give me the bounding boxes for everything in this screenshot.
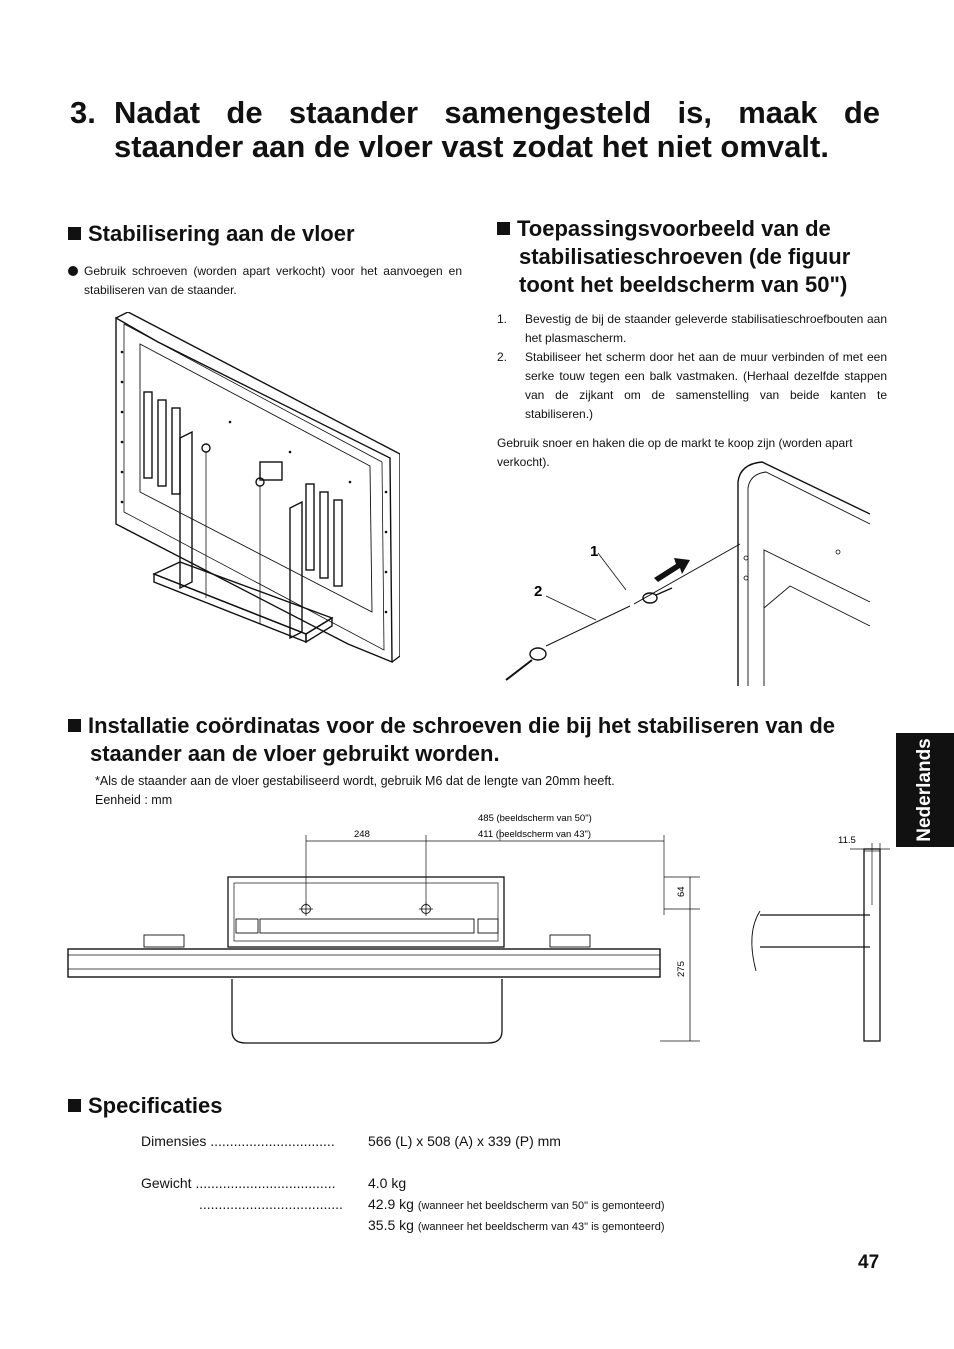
square-bullet-icon [68,227,81,240]
bullet-dot-icon [68,266,78,276]
spec-weight43-note: (wanneer het beeldscherm van 43" is gemonteerd) [417,1221,665,1233]
dim-248: 248 [354,829,370,840]
section-floor-title-text: Stabilisering aan de vloer [88,221,355,246]
section-coords-title [68,712,890,768]
spec-weight43-value: 35.5 kg [368,1217,414,1233]
spec-weight43 [368,1215,664,1238]
dim-275: 275 [676,961,687,977]
wall-fixing-illustration [500,458,870,690]
square-bullet-icon [497,222,510,235]
spec-weight-label: Gewicht .................................... [141,1175,336,1191]
spec-dimensions-value: 566 (L) x 508 (A) x 339 (P) mm [368,1133,561,1149]
coords-note: *Als de staander aan de vloer gestabiliseerd wordt, gebruik M6 dat de lengte van 20mm heeft. [95,774,615,788]
step-item [497,348,887,424]
coords-unit: Eenheid : mm [95,793,173,807]
spec-weight50-label: ..................................... [199,1196,343,1212]
spec-dimensions-label: Dimensies ................................ [141,1133,335,1149]
spec-weight50-note: (wanneer het beeldscherm van 50" is gemonteerd) [417,1200,665,1212]
section-example-title-text: Toepassingsvoorbeeld van de stabilisatieschroeven (de figuur toont het beeldscherm van 50") [517,216,851,297]
tv-stand-illustration [110,312,400,670]
floor-bullet-text: Gebruik schroeven (worden apart verkocht) voor het aanvoegen en stabiliseren van de staander. [84,264,462,297]
page-heading [70,96,880,164]
page-number: 47 [858,1252,880,1273]
example-note: Gebruik snoer en haken die op de markt te koop zijn (worden apart verkocht). [497,436,853,469]
square-bullet-icon [68,1099,81,1112]
spec-weight50-value: 42.9 kg [368,1196,414,1212]
step-text: Bevestig de bij de staander geleverde stabilisatieschroefbouten aan het plasmascherm. [525,312,887,345]
section-floor-title [68,220,468,248]
step-number: 2. [497,350,508,364]
heading-text: Nadat de staander samengesteld is, maak de staander aan de vloer vast zodat het niet omvalt. [114,95,880,164]
example-steps [497,310,887,424]
section-coords-title-text: Installatie coördinatas voor de schroeven die bij het stabiliseren van de staander aan de vloer gebruikt worden. [88,713,836,766]
heading-number: 3. [70,95,96,130]
square-bullet-icon [68,719,81,732]
dim-11-5: 11.5 [838,835,856,846]
dim-411: 411 (beeldscherm van 43") [478,829,592,840]
section-specs-title [68,1092,468,1120]
language-side-tab [896,733,954,847]
step-text: Stabiliseer het scherm door het aan de muur verbinden of met een serke touw tegen een balk vastmaken. (Herhaal dezelfde stappen van de zijkant om de samenstelling van beide kanten te stabiliseren.) [525,350,887,421]
side-tab-label: Nederlands [914,738,935,842]
callout-1: 1 [590,543,599,560]
step-number: 1. [497,312,508,326]
dim-64: 64 [676,886,687,897]
spec-weight-value: 4.0 kg [368,1175,407,1191]
callout-2: 2 [534,583,543,600]
spec-weight50 [368,1194,664,1217]
floor-bullet [68,262,462,300]
section-specs-title-text: Specificaties [88,1093,223,1118]
coordinates-drawing [60,805,890,1051]
section-example-title [497,215,887,299]
dim-485: 485 (beeldscherm van 50") [478,813,592,824]
step-item [497,310,887,348]
